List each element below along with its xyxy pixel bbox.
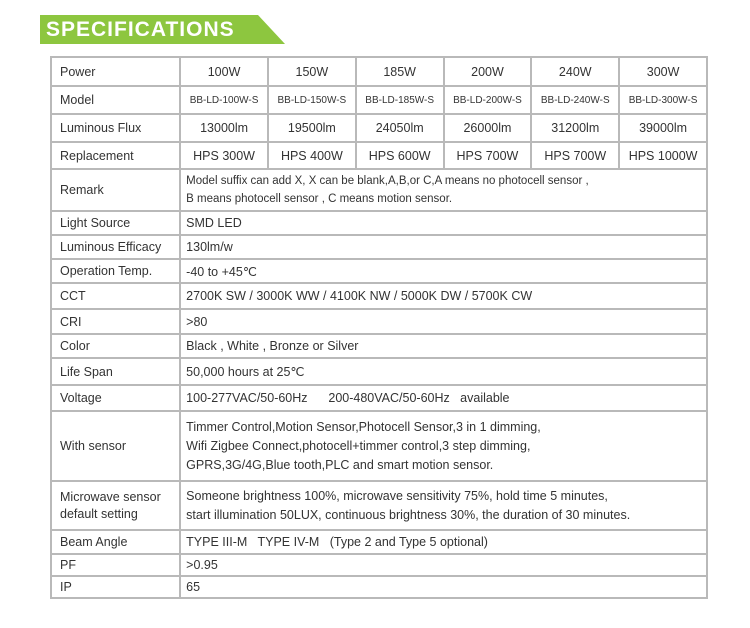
cri-value: >80 (180, 309, 707, 334)
replacement-value: HPS 300W (180, 142, 268, 169)
row-light-source (51, 211, 707, 235)
light-source-value: SMD LED (180, 211, 707, 235)
remark-value (180, 169, 707, 211)
row-cri (51, 309, 707, 334)
life-span-value: 50,000 hours at 25℃ (180, 358, 707, 385)
replacement-value: HPS 400W (268, 142, 356, 169)
row-replacement (51, 142, 707, 169)
row-luminous-efficacy (51, 235, 707, 259)
efficacy-label: Luminous Efficacy (51, 235, 180, 259)
with-sensor-value (180, 411, 707, 481)
power-value: 185W (356, 57, 444, 86)
banner-title: SPECIFICATIONS (46, 18, 235, 41)
flux-value: 26000lm (444, 114, 532, 142)
row-pf (51, 554, 707, 576)
replacement-value: HPS 700W (444, 142, 532, 169)
replacement-value: HPS 1000W (619, 142, 707, 169)
specifications-banner (40, 15, 285, 44)
life-span-label: Life Span (51, 358, 180, 385)
power-value: 150W (268, 57, 356, 86)
row-cct (51, 283, 707, 309)
row-ip (51, 576, 707, 598)
replacement-label: Replacement (51, 142, 180, 169)
microwave-value (180, 481, 707, 530)
cri-label: CRI (51, 309, 180, 334)
cct-label: CCT (51, 283, 180, 309)
power-label: Power (51, 57, 180, 86)
row-luminous-flux (51, 114, 707, 142)
ip-value: 65 (180, 576, 707, 598)
model-label: Model (51, 86, 180, 114)
row-power (51, 57, 707, 86)
efficacy-value: 130lm/w (180, 235, 707, 259)
with-sensor-line: Timmer Control,Motion Sensor,Photocell Sensor,3 in 1 dimming, (186, 419, 541, 434)
model-value: BB-LD-100W-S (180, 86, 268, 114)
model-value: BB-LD-150W-S (268, 86, 356, 114)
ip-label: IP (51, 576, 180, 598)
cct-value: 2700K SW / 3000K WW / 4100K NW / 5000K DW / 5700K CW (180, 283, 707, 309)
model-value: BB-LD-300W-S (619, 86, 707, 114)
replacement-value: HPS 700W (531, 142, 619, 169)
with-sensor-line: Wifi Zigbee Connect,photocell+timmer control,3 step dimming, (186, 438, 531, 453)
remark-line: Model suffix can add X, X can be blank,A,B,or C,A means no photocell sensor , (186, 175, 589, 187)
row-beam-angle (51, 530, 707, 554)
pf-value: >0.95 (180, 554, 707, 576)
voltage-value: 100-277VAC/50-60Hz 200-480VAC/50-60Hz available (180, 385, 707, 411)
power-value: 240W (531, 57, 619, 86)
flux-value: 31200lm (531, 114, 619, 142)
replacement-value: HPS 600W (356, 142, 444, 169)
microwave-label (51, 481, 180, 530)
model-value: BB-LD-240W-S (531, 86, 619, 114)
row-voltage (51, 385, 707, 411)
row-model (51, 86, 707, 114)
operation-temp-value: -40 to +45℃ (180, 259, 707, 283)
flux-value: 24050lm (356, 114, 444, 142)
color-label: Color (51, 334, 180, 358)
power-value: 100W (180, 57, 268, 86)
flux-value: 39000lm (619, 114, 707, 142)
flux-value: 19500lm (268, 114, 356, 142)
beam-angle-label: Beam Angle (51, 530, 180, 554)
microwave-label-line: Microwave sensor (60, 489, 161, 504)
remark-line: B means photocell sensor , C means motion sensor. (186, 193, 453, 205)
voltage-label: Voltage (51, 385, 180, 411)
power-value: 200W (444, 57, 532, 86)
flux-label: Luminous Flux (51, 114, 180, 142)
row-with-sensor (51, 411, 707, 481)
operation-temp-label: Operation Temp. (51, 259, 180, 283)
remark-label: Remark (51, 169, 180, 211)
microwave-line: start illumination 50LUX, continuous brightness 30%, the duration of 30 minutes. (186, 507, 631, 522)
microwave-label-line: default setting (60, 506, 138, 521)
model-value: BB-LD-185W-S (356, 86, 444, 114)
row-operation-temp (51, 259, 707, 283)
row-life-span (51, 358, 707, 385)
flux-value: 13000lm (180, 114, 268, 142)
pf-label: PF (51, 554, 180, 576)
specifications-table (50, 56, 708, 599)
row-remark (51, 169, 707, 211)
color-value: Black , White , Bronze or Silver (180, 334, 707, 358)
microwave-line: Someone brightness 100%, microwave sensitivity 75%, hold time 5 minutes, (186, 488, 608, 503)
row-microwave-sensor (51, 481, 707, 530)
model-value: BB-LD-200W-S (444, 86, 532, 114)
with-sensor-label: With sensor (51, 411, 180, 481)
light-source-label: Light Source (51, 211, 180, 235)
row-color (51, 334, 707, 358)
beam-angle-value: TYPE III-M TYPE IV-M (Type 2 and Type 5 optional) (180, 530, 707, 554)
with-sensor-line: GPRS,3G/4G,Blue tooth,PLC and smart motion sensor. (186, 457, 494, 472)
power-value: 300W (619, 57, 707, 86)
